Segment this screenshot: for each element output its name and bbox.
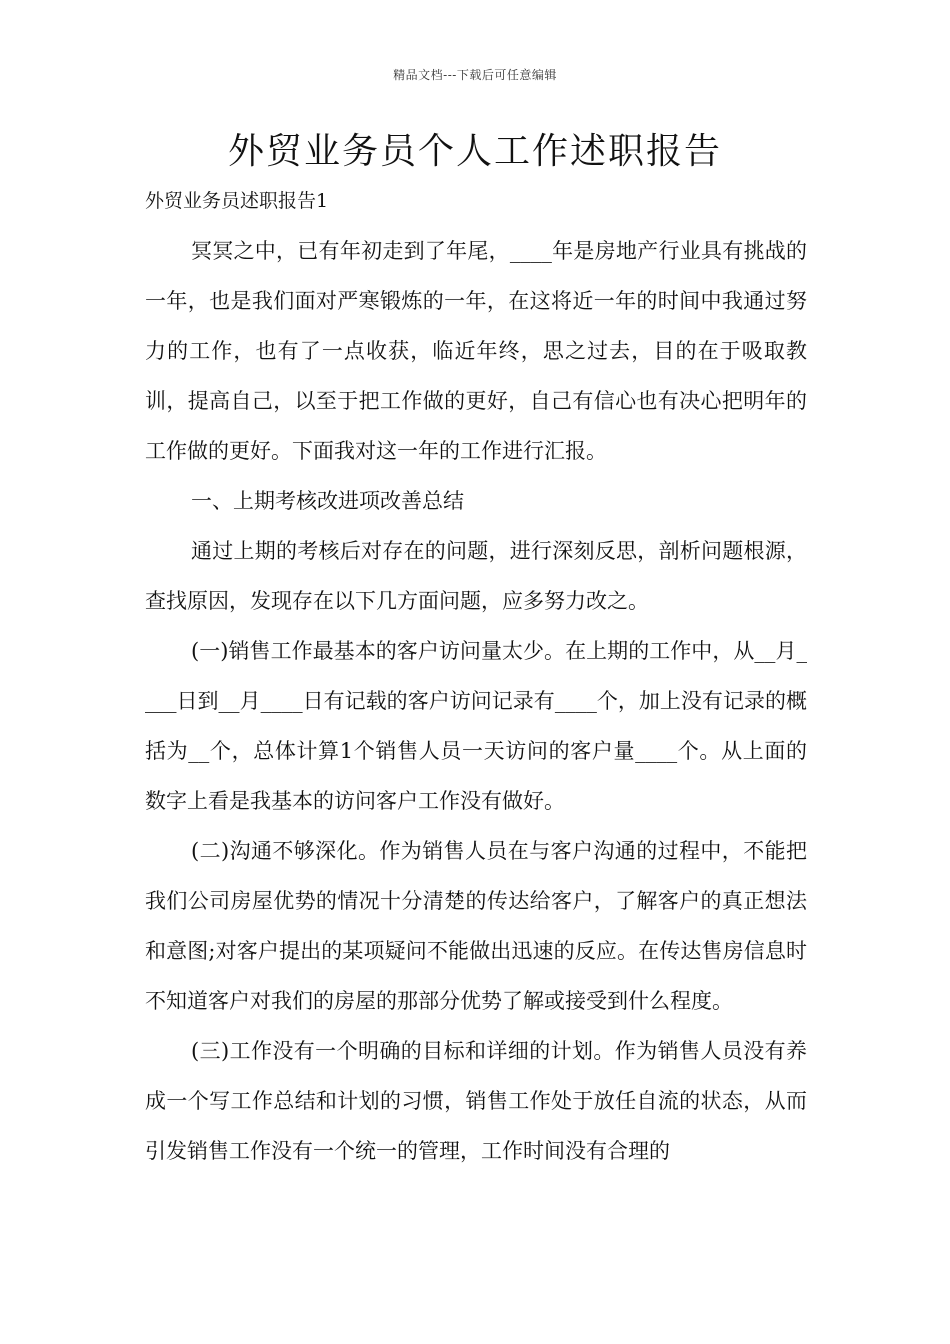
paragraph-intro: 冥冥之中，已有年初走到了年尾，____年是房地产行业具有挑战的一年，也是我们面对严寒锻炼的一年，在这将近一年的时间中我通过努力的工作，也有了一点收获，临近年终，思之过去，目的在于吸取教训，提高自己，以至于把工作做的更好，自己有信心也有决心把明年的工作做的更好。下面我对这一年的工作进行汇报。: [145, 239, 807, 463]
paragraph-reflection: 通过上期的考核后对存在的问题，进行深刻反思，剖析问题根源，查找原因，发现存在以下几方面问题，应多努力改之。: [145, 539, 807, 613]
document-body: [145, 226, 807, 1176]
document-subtitle: 外贸业务员述职报告1: [145, 190, 329, 212]
document-title: 外贸业务员个人工作述职报告: [227, 131, 722, 172]
section-heading: 一、上期考核改进项改善总结: [191, 489, 464, 513]
paragraph-issue-1: (一)销售工作最基本的客户访问量太少。在上期的工作中，从__月____日到__月____日有记载的客户访问记录有____个，加上没有记录的概括为__个，总体计算1个销售人员一天访问的客户量____个。从上面的数字上看是我基本的访问客户工作没有做好。: [145, 639, 807, 813]
paragraph-issue-2: (二)沟通不够深化。作为销售人员在与客户沟通的过程中，不能把我们公司房屋优势的情况十分清楚的传达给客户，了解客户的真正想法和意图;对客户提出的某项疑问不能做出迅速的反应。在传达售房信息时不知道客户对我们的房屋的那部分优势了解或接受到什么程度。: [145, 839, 807, 1013]
paragraph-issue-3: (三)工作没有一个明确的目标和详细的计划。作为销售人员没有养成一个写工作总结和计划的习惯，销售工作处于放任自流的状态，从而引发销售工作没有一个统一的管理，工作时间没有合理的: [145, 1039, 807, 1163]
header-note: 精品文档---下载后可任意编辑: [393, 68, 557, 82]
